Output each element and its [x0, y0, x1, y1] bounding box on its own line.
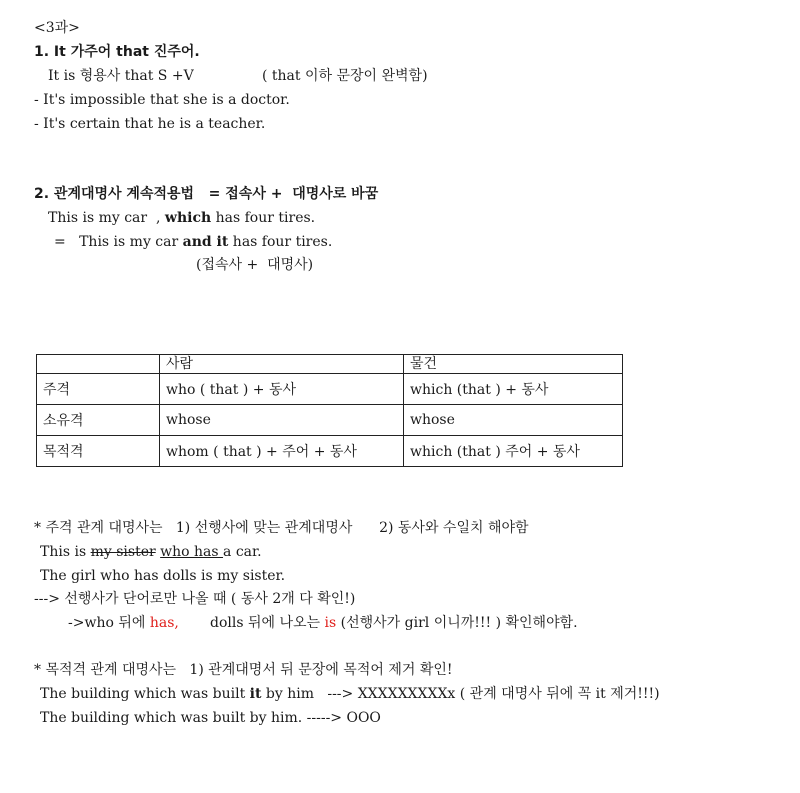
table-row	[37, 374, 623, 405]
table-header-cell: 사람	[160, 355, 404, 374]
section1-example-1: - It's impossible that she is a doctor.	[34, 92, 290, 108]
section1-example-2: - It's certain that he is a teacher.	[34, 116, 266, 132]
table-cell: 주격	[37, 374, 160, 405]
section4-ex1-it: it	[249, 686, 262, 702]
relative-pronoun-table	[36, 354, 623, 467]
section2-note: (접속사 + 대명사)	[196, 257, 314, 273]
table-row	[37, 405, 623, 436]
table-cell: whose	[404, 405, 623, 436]
section3-arrow-note: ---> 선행사가 단어로만 나올 때 ( 동사 2개 다 확인!)	[34, 591, 356, 607]
section2-ex1-which: which	[164, 210, 212, 226]
section2-example-1	[48, 209, 315, 227]
section3-heading: * 주격 관계 대명사는 1) 선행사에 맞는 관계대명사 2) 동사와 수일치 해야함	[34, 520, 529, 536]
section2-ex2-suffix: has four tires.	[232, 234, 333, 250]
lesson-title: <3과>	[34, 20, 80, 36]
section3-example-2: The girl who has dolls is my sister.	[40, 568, 286, 584]
table-cell: 목적격	[37, 436, 160, 467]
section4-ex1-prefix: The building which was built	[40, 686, 250, 702]
section2-ex2-prefix: This is my car	[79, 234, 179, 250]
section3-ex1-strike: my sister	[90, 544, 156, 560]
table-header-row	[37, 355, 623, 374]
table-cell: which (that ) 주어 + 동사	[404, 436, 623, 467]
section2-ex2-andit: and it	[182, 234, 229, 250]
table-cell: who ( that ) + 동사	[160, 374, 404, 405]
section4-ex1-suffix: by him ---> XXXXXXXXXx ( 관계 대명사 뒤에 꼭 it 제거!!!)	[261, 686, 660, 702]
section2-ex2-eq: =	[54, 234, 66, 250]
section1-rule-formula: It is 형용사 that S +V	[48, 68, 194, 84]
table-header-cell	[37, 355, 160, 374]
section1-rule-note: ( that 이하 문장이 완벽함)	[262, 68, 428, 84]
section4-heading: * 목적격 관계 대명사는 1) 관계대명서 뒤 문장에 목적어 제거 확인!	[34, 662, 453, 678]
section4-example-2: The building which was built by him. -----> OOO	[40, 710, 381, 726]
section3-detail-is: is	[324, 615, 337, 631]
section3-ex1-underlined: who has	[160, 544, 224, 560]
section2-ex1-suffix: has four tires.	[215, 210, 316, 226]
section2-heading: 2. 관계대명사 계속적용법 = 접속사 + 대명사로 바꿈	[34, 186, 379, 202]
table-cell: which (that ) + 동사	[404, 374, 623, 405]
section3-detail-prefix: ->who 뒤에	[68, 615, 150, 631]
section3-detail-suffix: (선행사가 girl 이니까!!! ) 확인해야함.	[336, 615, 578, 631]
section3-ex1-prefix: This is	[40, 544, 91, 560]
table-row	[37, 436, 623, 467]
section2-ex1-prefix: This is my car ,	[48, 210, 161, 226]
section3-example-1	[40, 543, 262, 561]
section3-detail-mid: dolls 뒤에 나오는	[178, 615, 325, 631]
table-cell: 소유격	[37, 405, 160, 436]
section1-heading: 1. It 가주어 that 진주어.	[34, 44, 200, 60]
section4-example-1	[40, 685, 660, 703]
section2-example-2	[54, 233, 332, 251]
table-header-cell: 물건	[404, 355, 623, 374]
section3-detail	[68, 614, 578, 632]
section3-detail-has: has,	[149, 615, 179, 631]
table-cell: whose	[160, 405, 404, 436]
table-cell: whom ( that ) + 주어 + 동사	[160, 436, 404, 467]
section3-ex1-suffix: a car.	[223, 544, 262, 560]
